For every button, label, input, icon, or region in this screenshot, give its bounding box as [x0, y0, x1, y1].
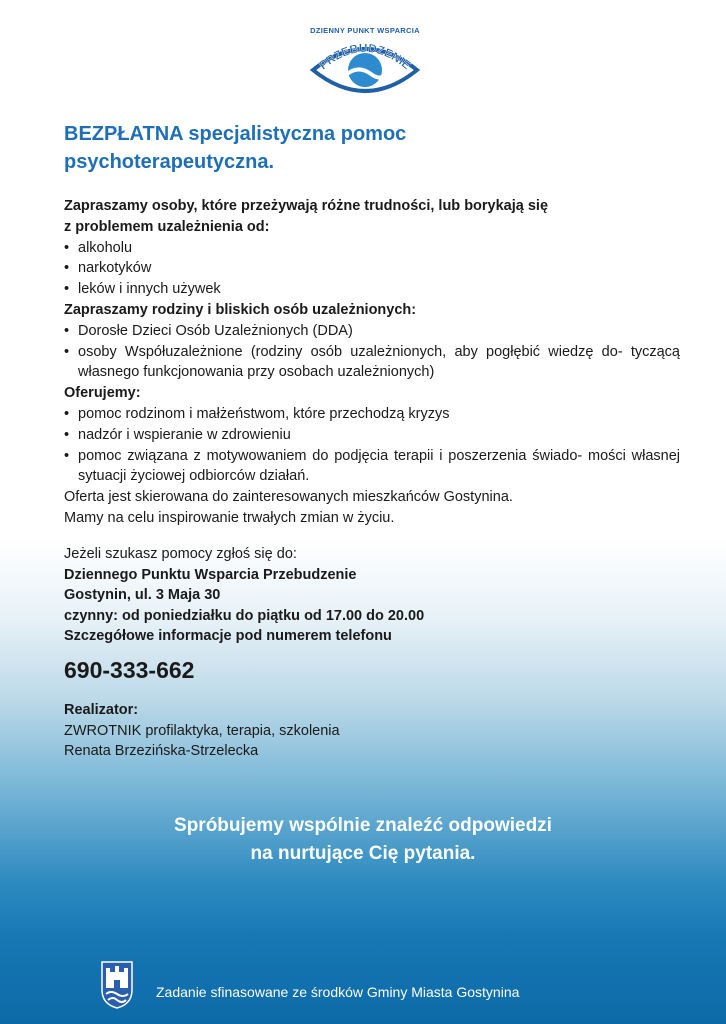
page-title: [64, 120, 624, 176]
slogan-line-2: na nurtujące Cię pytania.: [250, 843, 476, 864]
title-line-1: BEZPŁATNA specjalistyczna pomoc: [64, 123, 407, 145]
offer-note-1: Oferta jest skierowana do zainteresowanych mieszkańców Gostynina.: [64, 489, 513, 506]
eye-logo-icon: [295, 32, 435, 102]
phone-number: 690-333-662: [64, 656, 195, 683]
intro-line-1: Zapraszamy osoby, które przeżywają różne trudności, lub borykają się: [64, 198, 549, 214]
families-list: [64, 321, 680, 383]
contact-lead: Jeżeli szukasz pomocy zgłoś się do:: [64, 546, 297, 562]
list-item: • pomoc rodzinom i małżeństwom, które przechodzą kryzys: [64, 404, 680, 425]
list-item: • leków i innych używek: [64, 279, 680, 300]
contact-section: [64, 544, 664, 685]
intro-line-2: z problemem uzależnienia od:: [64, 218, 270, 235]
realizator-heading: Realizator:: [64, 702, 139, 718]
realizator-section: [64, 700, 664, 762]
logo: [295, 22, 435, 102]
offer-list: [64, 404, 680, 487]
contact-phone-label: Szczegółowe informacje pod numerem telefonu: [64, 628, 392, 644]
realizator-line-1: ZWROTNIK profilaktyka, terapia, szkolenia: [64, 722, 340, 739]
families-heading: Zapraszamy rodziny i bliskich osób uzależnionych:: [64, 301, 417, 318]
slogan-line-1: Spróbujemy wspólnie znaleźć odpowiedzi: [174, 815, 552, 836]
addictions-list: [64, 238, 680, 300]
contact-org: Dziennego Punktu Wsparcia Przebudzenie: [64, 566, 357, 583]
coat-of-arms-icon: [100, 960, 134, 1010]
logo-top-text: DZIENNY PUNKT WSPARCIA: [310, 26, 420, 35]
list-item: • nadzór i wspieranie w zdrowieniu: [64, 425, 680, 446]
contact-address: Gostynin, ul. 3 Maja 30: [64, 587, 221, 603]
list-item: • alkoholu: [64, 238, 680, 259]
intro-text: [64, 196, 680, 238]
list-item: • Dorosłe Dzieci Osób Uzależnionych (DDA): [64, 321, 680, 342]
list-item: • pomoc związana z motywowaniem do podjęcia terapii i poszerzenia świado- mości własnej sytuacji życiowej odbiorców działań.: [64, 446, 680, 488]
offer-heading: Oferujemy:: [64, 385, 141, 402]
list-item: • narkotyków: [64, 258, 680, 279]
list-item: • osoby Współuzależnione (rodziny osób uzależnionych, aby pogłębić wiedzę do- tyczącą własnego funkcjonowania przy osobach uzależnionych): [64, 342, 680, 384]
main-body: [64, 196, 680, 529]
slogan: [60, 812, 666, 868]
offer-note-2: Mamy na celu inspirowanie trwałych zmian w życiu.: [64, 509, 395, 526]
title-line-2: psychoterapeutyczna.: [64, 151, 275, 173]
logo-name: PRZEBUDZENIE: [316, 40, 414, 73]
footer-text: Zadanie sfinasowane ze środków Gminy Miasta Gostynina: [156, 984, 520, 1000]
realizator-line-2: Renata Brzezińska-Strzelecka: [64, 743, 259, 759]
contact-hours: czynny: od poniedziałku do piątku od 17.00 do 20.00: [64, 607, 425, 624]
